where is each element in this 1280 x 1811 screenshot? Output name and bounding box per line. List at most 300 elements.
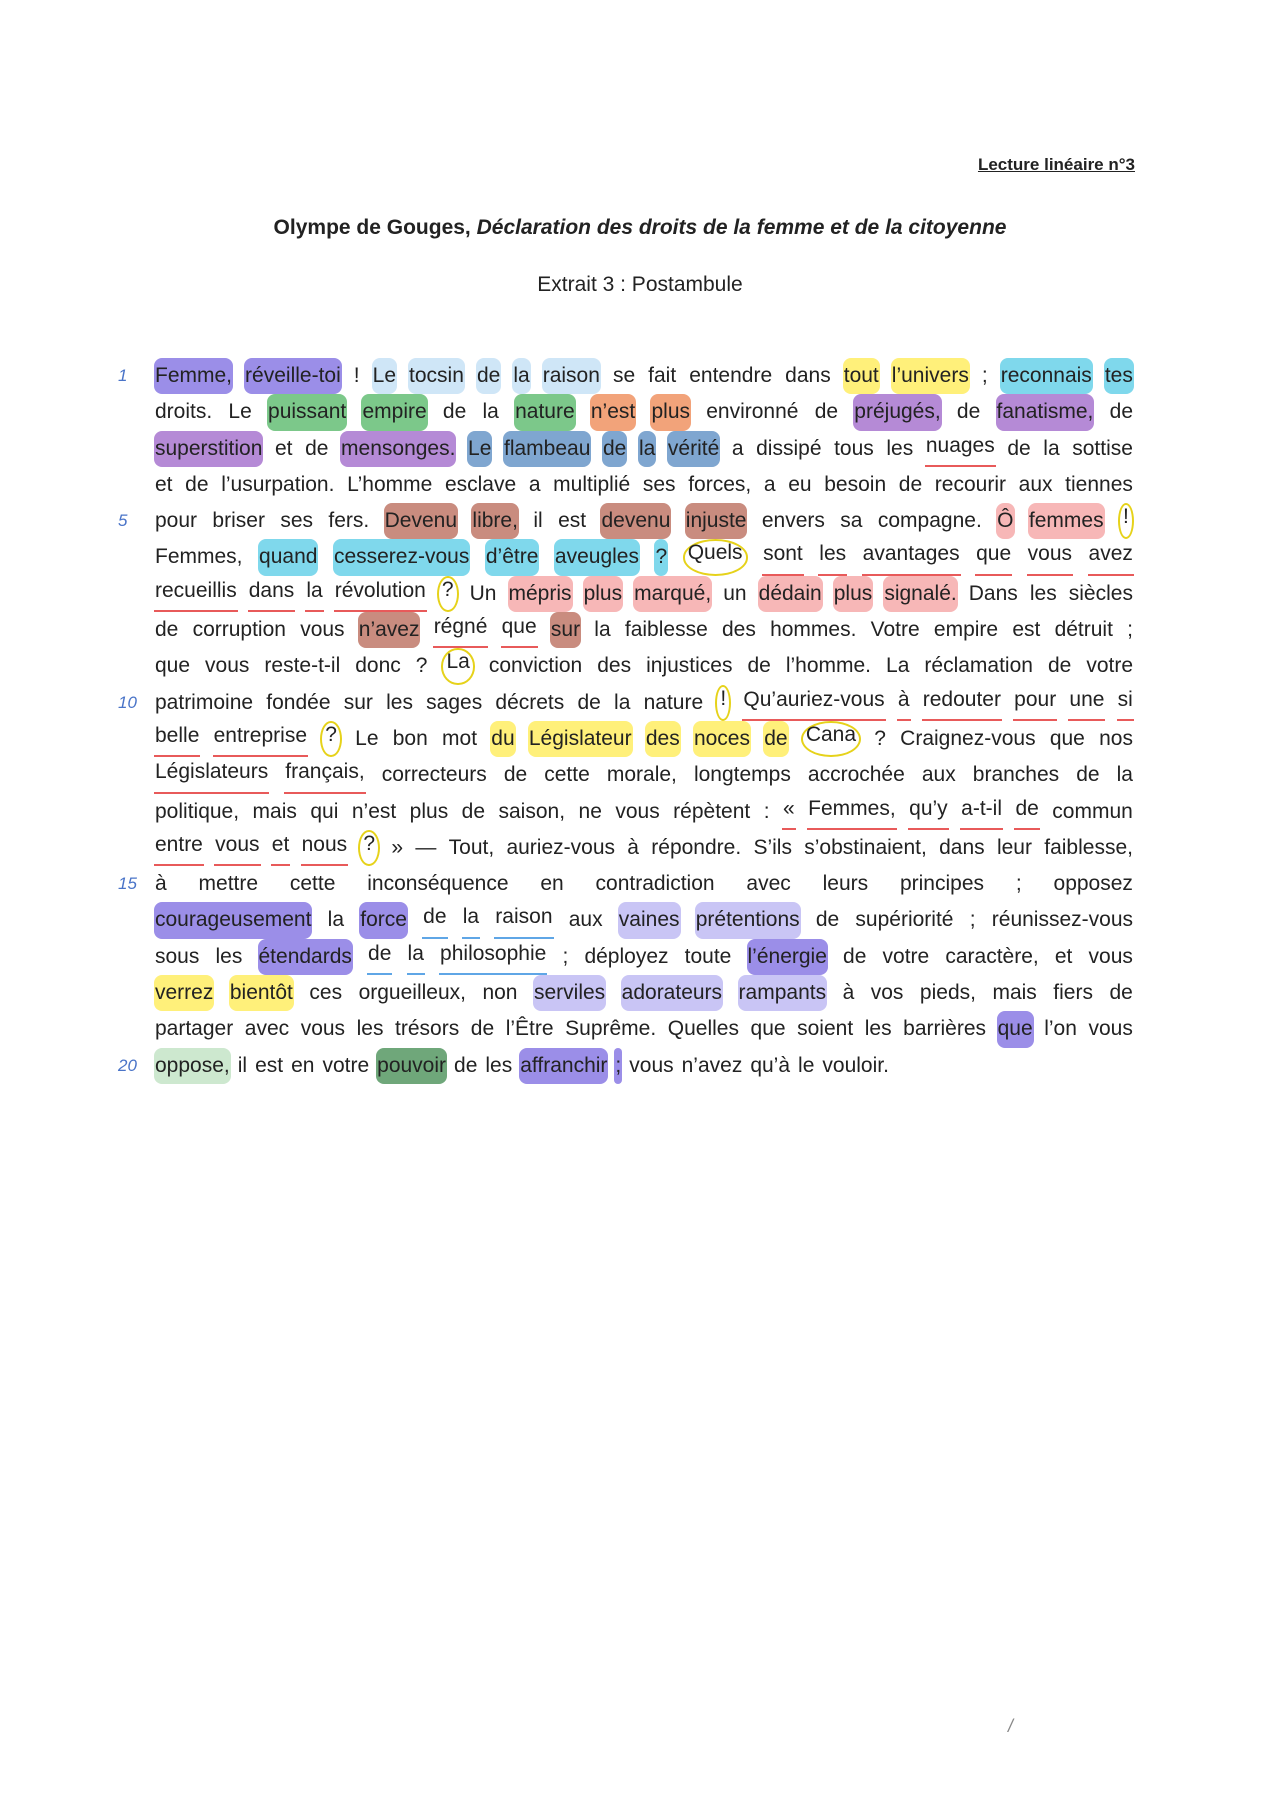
text-line [154,576,1134,612]
text-word: besoin [824,472,887,496]
text-line [154,830,1134,866]
title-author: Olympe de Gouges, [273,216,471,239]
text-word: nuages [925,431,996,467]
text-word: injustices [646,654,733,678]
text-word: et [274,436,293,460]
text-word: ? [437,576,459,612]
text-word: si [1117,685,1134,721]
text-word: de [814,400,839,424]
text-word: une [1068,685,1105,721]
text-word: de [1047,654,1072,678]
text-word: sages [426,690,483,714]
text-word: reste-t-il [264,654,341,678]
text-word: recueillis [154,576,238,612]
text-word: flambeau [503,431,591,467]
text-word: les [356,1017,384,1041]
text-word: vous [1088,944,1133,968]
text-word: libre, [471,503,519,539]
text-word: de [747,654,771,678]
text-word: politique, [155,799,240,823]
text-word: ; [614,1048,622,1084]
text-word: leur [996,835,1032,859]
text-word: qu’à [750,1053,791,1077]
text-word: n’est [351,799,397,823]
text-word: de [898,472,923,496]
page-mark: / [1008,1716,1014,1736]
text-word: entendre [689,364,773,387]
text-word: inconséquence [367,872,509,896]
text-word: de [1076,763,1100,787]
text-word: ? [415,654,428,678]
text-word: vous [214,830,260,866]
text-word: plus [650,394,691,430]
text-word: a-t-il [960,794,1003,830]
text-word: morale, [606,763,677,787]
text-word: régné [433,612,489,648]
text-word: les [485,1053,513,1077]
text-word: Législateur [528,721,633,757]
text-word: ne [578,799,602,823]
text-word: n’avez [358,612,421,648]
text-word: trésors [395,1017,460,1041]
text-word: supériorité [855,908,954,932]
text-word: de [367,939,392,975]
text-word: l’énergie [747,939,828,975]
text-word: mépris [508,576,573,612]
text-word: cette [544,763,590,787]
text-word: la [1043,436,1060,460]
text-word: cesserez-vous [333,539,470,575]
text-word: belle [154,721,200,757]
text-word: français, [284,757,365,793]
text-word: multiplié [553,472,631,496]
text-word: Cana [801,721,861,757]
text-line [154,794,1134,830]
text-word: nature [643,690,704,714]
text-word: ! [1118,503,1134,539]
text-word: il [533,509,543,533]
text-word: Le [372,358,397,394]
text-word: la [327,908,345,932]
text-word: empire [361,394,427,430]
text-word: votre [882,944,930,968]
text-word: la [462,902,480,938]
text-word: étendards [258,939,353,975]
text-word: L’homme [347,472,433,496]
text-word: adorateurs [621,975,723,1011]
text-word: sont [762,539,804,575]
text-word: d’être [485,539,540,575]
text-word: de [442,400,467,424]
text-word: n’avez [681,1053,743,1077]
text-word: répondre. [651,835,742,859]
text-word: qui [310,799,339,823]
text-word: fanatisme, [996,394,1095,430]
text-word: Ô [996,503,1014,539]
text-line [154,358,1134,394]
text-word: vos [870,981,904,1005]
text-line [154,503,1134,539]
text-word: de [1014,794,1039,830]
text-word: révolution [334,576,427,612]
text-line [154,467,1134,503]
text-word: Devenu [384,503,458,539]
text-word: donc [355,654,401,678]
text-word: philosophie [439,939,547,975]
text-word: décrets [495,690,565,714]
text-word: ? [654,539,668,575]
text-word: de [454,1053,478,1077]
text-word: il [237,1053,248,1077]
text-word: n’est [590,394,636,430]
text-word: réveille-toi [244,358,342,394]
text-word: conviction [488,654,583,678]
text-line [154,1048,1134,1084]
text-word: ? [320,721,342,757]
text-word: ? [358,830,380,866]
text-word: qu’y [908,794,949,830]
reading-reference: Lecture linéaire n°3 [977,155,1135,174]
text-word: de [461,799,486,823]
text-word: Un [469,581,497,605]
text-word: la [1116,763,1133,787]
text-line [154,757,1134,793]
text-word: » [391,835,404,859]
text-word: vous [300,618,345,642]
text-word: que [155,654,191,678]
text-word: rampants [738,975,828,1011]
text-word: tocsin [408,358,465,394]
text-word: de [1109,981,1133,1005]
text-word: de [1109,400,1133,424]
text-word: aux [1018,472,1053,496]
text-word: détruit [1054,618,1113,642]
text-word: de [155,618,179,642]
text-word: force [359,902,408,938]
text-word: Quelles [667,1017,739,1041]
text-word: avez [1088,539,1134,575]
text-word: briser [212,509,265,533]
text-word: Femme, [154,358,233,394]
text-word: nous [301,830,349,866]
text-word: non [482,981,518,1005]
text-line [154,939,1134,975]
text-word: ; [981,364,988,387]
text-word: la [482,400,499,424]
text-word: en [291,1053,315,1077]
text-word: tiennes [1065,472,1133,496]
text-word: pouvoir [376,1048,447,1084]
text-word: vous [205,654,250,678]
text-word: opposez [1053,872,1133,896]
text-word: déployez [584,944,669,968]
text-word: « [782,794,796,830]
text-word: ses [280,509,314,533]
text-word: répètent [673,799,751,823]
text-word: bon [392,726,428,750]
text-word: de [843,944,867,968]
text-line [154,685,1134,721]
title-work: Déclaration des droits de la femme et de la citoyenne [476,216,1007,239]
text-word: de [185,472,209,496]
text-word: préjugés, [853,394,941,430]
text-word: réunissez-vous [991,908,1133,932]
text-word: mais [992,981,1037,1005]
text-word: soient [797,1017,854,1041]
text-word: hommes. [770,618,857,642]
text-word: plus [833,576,874,612]
text-word: branches [972,763,1060,787]
text-word: Femmes, [155,545,243,569]
text-word: Qu’auriez-vous [742,685,885,721]
text-line [154,721,1134,757]
text-word: plus [583,576,624,612]
text-word: aux [568,908,603,932]
text-word: sur [343,690,373,714]
text-word: fers. [328,509,370,533]
text-word: votre [322,1053,370,1077]
text-word: caractère, [945,944,1039,968]
text-word: Femmes, [807,794,897,830]
text-word: que [501,612,538,648]
text-word: fondée [266,690,331,714]
text-word: pieds, [919,981,976,1005]
text-line [154,1011,1134,1047]
text-word: vouloir. [822,1053,889,1077]
text-word: La [441,648,474,684]
text-word: l’usurpation. [221,472,335,496]
text-word: de [956,400,981,424]
text-word: avantages [862,539,961,575]
text-word: la [614,690,631,714]
text-word: mettre [198,872,259,896]
text-word: dans [248,576,296,612]
text-word: du [490,721,515,757]
text-word: vous [1088,1017,1133,1041]
text-word: courageusement [154,902,312,938]
text-word: tes [1104,358,1134,394]
text-word: les [386,690,413,714]
text-word: S’ils [753,835,792,859]
text-word: droits. [155,400,213,424]
line-number-10: 10 [118,693,137,712]
text-word: vaines [618,902,681,938]
text-word: des [721,618,756,642]
document-subtitle: Extrait 3 : Postambule [537,273,743,296]
text-word: de [577,690,601,714]
text-word: ; [1127,618,1133,642]
text-word: s’obstinaient, [804,835,927,859]
text-word: de [476,358,501,394]
text-word: entre [154,830,204,866]
text-word: est [558,509,587,533]
text-word: de [763,721,788,757]
text-word: Le [467,431,492,467]
text-word: patrimoine [155,690,254,714]
text-word: Suprême. [565,1017,657,1041]
text-line [154,975,1134,1011]
text-word: mensonges. [340,431,456,467]
text-word: des [645,721,681,757]
text-word: redouter [922,685,1002,721]
text-word: contradiction [595,872,715,896]
text-word: ; [562,944,569,968]
text-word: Dans [968,581,1018,605]
text-word: dissipé [756,436,822,460]
text-line [154,902,1134,938]
text-word: de [602,431,627,467]
text-word: environné [706,400,799,424]
text-word: cette [289,872,336,896]
text-word: corruption [192,618,286,642]
text-word: nos [1099,726,1133,750]
text-word: la [638,431,656,467]
text-word: fiers [1053,981,1093,1005]
text-word: reconnais [1000,358,1093,394]
text-word: de [503,763,528,787]
text-word: Le [228,400,252,424]
text-word: partager [155,1017,234,1041]
text-word: un [723,581,747,605]
text-word: auriez-vous [506,835,616,859]
text-word: orgueilleux, [358,981,466,1005]
text-word: l’homme. [785,654,872,678]
line-number-20: 20 [118,1056,137,1075]
text-word: la [512,358,530,394]
text-word: vous [300,1017,346,1041]
text-word: dans [785,364,831,387]
text-word: que [750,1017,786,1041]
text-word: et [1054,944,1073,968]
text-line [154,431,1134,467]
text-word: votre [1086,654,1133,678]
text-word: mot [442,726,478,750]
text-word: aux [921,763,956,787]
text-word: a [763,472,776,496]
text-word: femmes [1028,503,1105,539]
text-word: est [1012,618,1041,642]
text-word: empire [933,618,999,642]
text-word: signalé. [883,576,957,612]
text-word: correcteurs [381,763,487,787]
text-word: les [818,539,847,575]
text-word: puissant [267,394,347,430]
text-word: — [415,835,437,859]
text-word: recourir [934,472,1006,496]
text-word: Quels [683,539,748,575]
line-number-5: 5 [118,511,128,530]
text-word: faiblesse, [1044,835,1133,859]
text-word: noces [693,721,751,757]
text-word: oppose, [154,1048,231,1084]
text-word: pour [155,509,198,533]
text-word: que [975,539,1012,575]
text-word: leurs [822,872,869,896]
text-word: ! [715,685,731,721]
text-word: a [528,472,541,496]
text-word: esclave [444,472,517,496]
text-word: les [1029,581,1057,605]
text-word: à [627,835,639,859]
text-word: avec [244,1017,290,1041]
text-word: de [815,908,840,932]
text-word: Tout, [448,835,495,859]
text-word: ; [1015,872,1022,896]
text-word: forces, [688,472,752,496]
text-word: à [842,981,855,1005]
text-word: quand [258,539,318,575]
text-word: ! [353,364,360,387]
text-word: toute [684,944,732,968]
text-word: le [798,1053,815,1077]
text-word: accrochée [807,763,905,787]
text-word: nature [514,394,576,430]
text-word: sottise [1072,436,1133,460]
text-word: longtemps [693,763,791,787]
text-word: réclamation [924,654,1033,678]
text-word: faiblesse [624,618,708,642]
text-word: serviles [533,975,606,1011]
text-word: vous [615,799,660,823]
text-word: à [155,872,167,896]
text-word: la [407,939,425,975]
text-word: que [1049,726,1085,750]
text-word: de [470,1017,495,1041]
text-line [154,394,1134,430]
text-word: l’Être [505,1017,554,1041]
text-word: en [540,872,564,896]
text-word: prétentions [695,902,801,938]
text-word: commun [1052,799,1133,823]
text-word: pour [1013,685,1057,721]
text-word: de [1007,436,1031,460]
text-word: sa [840,509,863,533]
text-line [154,866,1134,902]
text-word: ses [642,472,676,496]
text-word: verrez [154,975,214,1011]
text-word: avec [746,872,791,896]
text-word: barrières [903,1017,987,1041]
text-word: compagne. [877,509,982,533]
text-word: sous [155,944,200,968]
text-word: principes [899,872,985,896]
text-word: ? [874,726,886,750]
text-word: envers [761,509,825,533]
annotated-text [154,358,1134,1084]
text-word: de [422,902,447,938]
text-word: mais [252,799,297,823]
text-word: et [271,830,291,866]
text-word: vérité [667,431,720,467]
text-line [154,539,1134,575]
text-word: aveugles [554,539,640,575]
text-word: et [155,472,173,496]
text-word: : [763,799,770,823]
text-word: siècles [1068,581,1133,605]
text-word: se [612,364,636,387]
text-word: La [886,654,910,678]
text-word: plus [409,799,449,823]
line-number-1: 1 [118,366,128,385]
text-word: Votre [870,618,920,642]
text-word: l’univers [891,358,970,394]
text-word: bientôt [229,975,294,1011]
text-word: ; [969,908,976,932]
text-word: dédain [758,576,823,612]
text-word: Législateurs [154,757,269,793]
document-title [0,216,1280,240]
text-word: est [255,1053,284,1077]
